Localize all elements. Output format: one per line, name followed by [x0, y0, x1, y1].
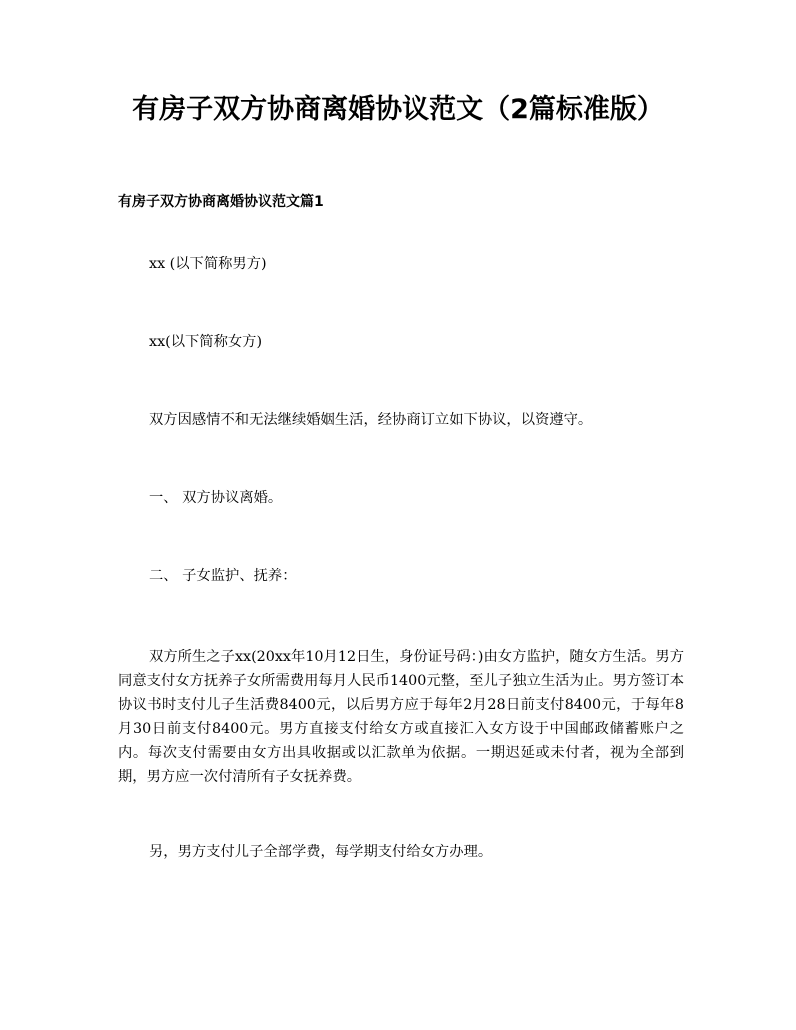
party-female: xx(以下简称女方) — [149, 334, 263, 350]
clause-2: 二、 子女监护、抚养： — [149, 568, 297, 584]
agreement-intro: 双方因感情不和无法继续婚姻生活，经协商订立如下协议，以资遵守。 — [149, 412, 593, 428]
document-title: 有房子双方协商离婚协议范文（2篇标准版） — [132, 94, 664, 125]
tuition-paragraph: 另，男方支付儿子全部学费，每学期支付给女方办理。 — [149, 844, 493, 860]
clause-1: 一、 双方协议离婚。 — [149, 490, 283, 506]
custody-paragraph: 双方所生之子xx(20xx年10月12日生，身份证号码：)由女方监护，随女方生活。男方同意支付女方抚养子女所需费用每月人民币1400元整，至儿子独立生活为止。男方签订本协议书时支付儿子生活费8400元，以后男方应于每年2月28日前支付8400元，于每年8月30日前支付8400元。男方直接支付给女方或直接汇入女方设于中国邮政储蓄账户之内。每次支付需要由女方出具收据或以汇款单为依据。一期迟延或未付者，视为全部到期，男方应一次付清所有子女抚养费。 — [118, 649, 684, 785]
party-male: xx (以下简称男方) — [149, 256, 267, 272]
section-heading: 有房子双方协商离婚协议范文篇1 — [118, 194, 324, 210]
